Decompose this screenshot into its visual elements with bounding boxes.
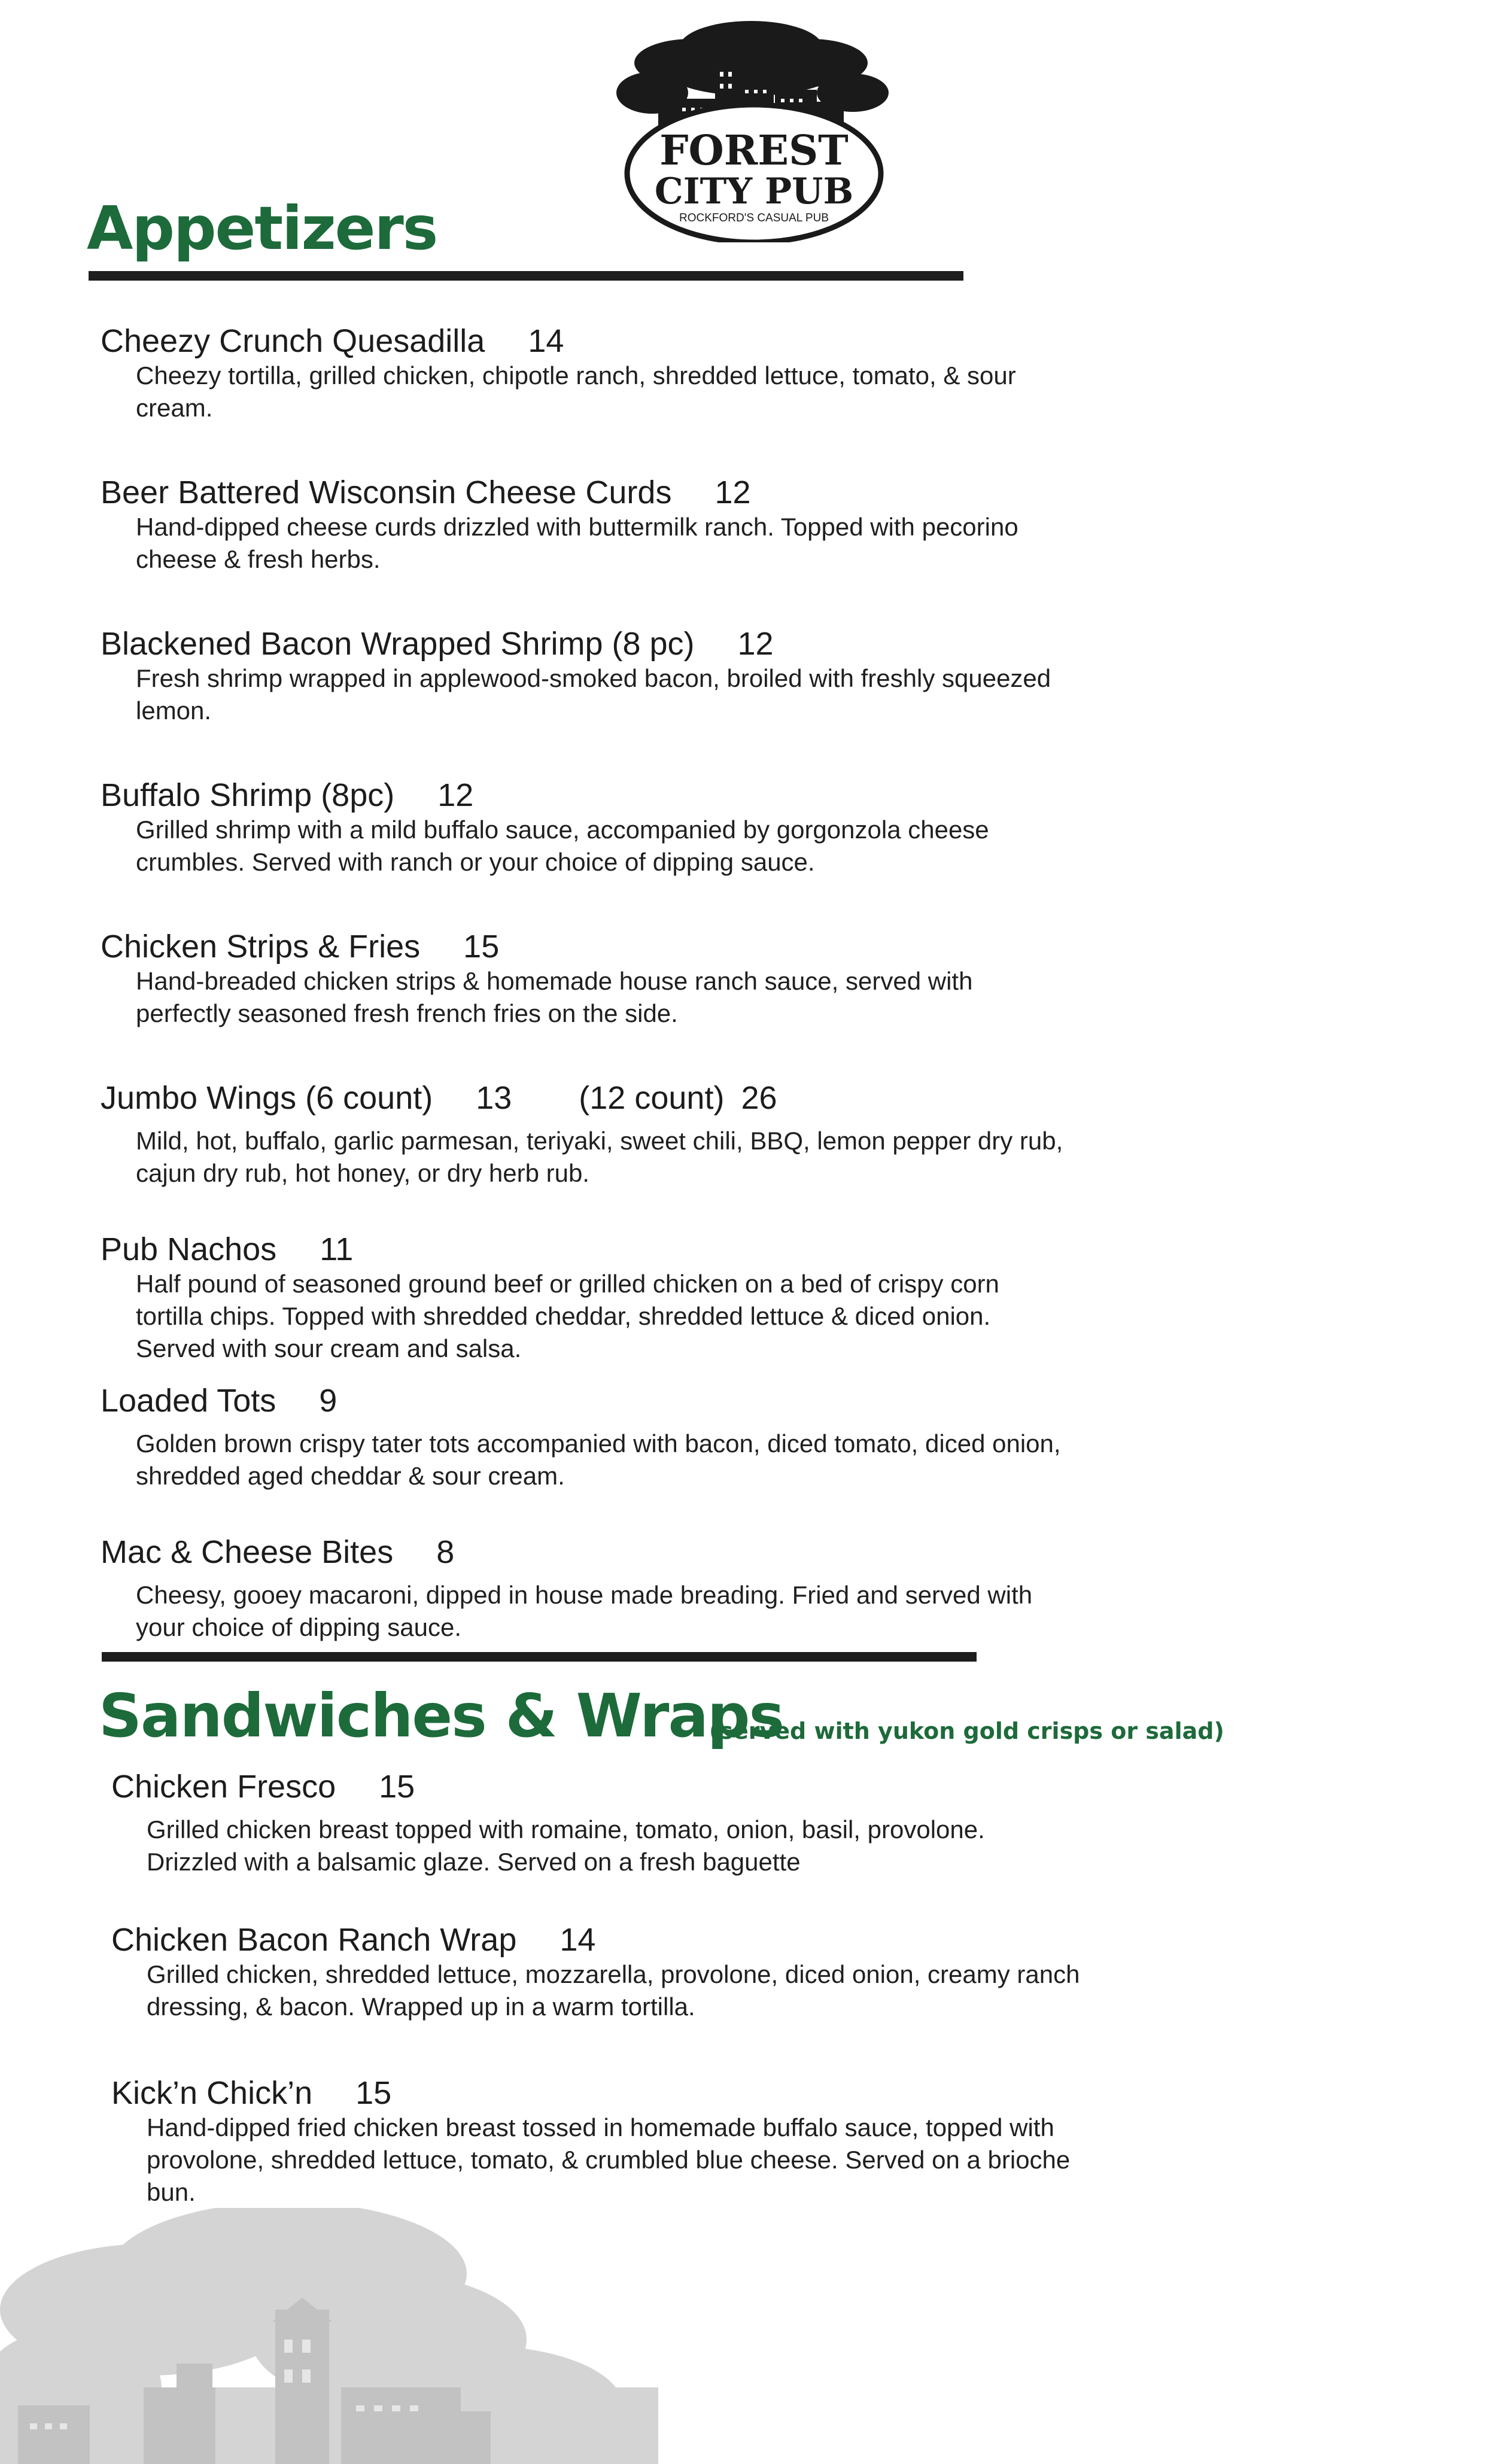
- item-description: Cheesy, gooey macaroni, dipped in house made breading. Fried and served with your choice of dipping sauce.: [136, 1581, 1033, 1641]
- item-name: Beer Battered Wisconsin Cheese Curds: [101, 474, 672, 510]
- item-heading: [101, 1078, 1058, 1118]
- item-heading: [111, 1920, 1069, 1960]
- item-description: Grilled shrimp with a mild buffalo sauce, accompanied by gorgonzola cheese crumbles. Served with ranch or your choice of dipping sauce.: [136, 816, 989, 876]
- section-divider: [89, 271, 963, 281]
- menu-item-loaded-tots: [101, 1381, 1061, 1492]
- item-description: Grilled chicken, shredded lettuce, mozzarella, provolone, diced onion, creamy ranch dressing, & bacon. Wrapped up in a warm tortilla.: [147, 1960, 1080, 2021]
- item-heading: [101, 321, 1058, 361]
- item-price: 15: [379, 1769, 415, 1805]
- item-heading: [101, 473, 1058, 512]
- item-description: Fresh shrimp wrapped in applewood-smoked bacon, broiled with freshly squeezed lemon.: [136, 664, 1051, 725]
- item-description: Hand-dipped fried chicken breast tossed in homemade buffalo sauce, topped with provolone, shredded lettuce, tomato, & crumbled blue cheese. Served on a brioche bun.: [147, 2113, 1071, 2206]
- menu-item-cheese-curds: [101, 473, 1058, 576]
- item-name: Loaded Tots: [101, 1383, 276, 1419]
- item-description: Half pound of seasoned ground beef or grilled chicken on a bed of crispy corn tortilla chips. Topped with shredded cheddar, shredded lettuce & diced onion. Served with sour cream and salsa.: [136, 1270, 999, 1362]
- item-price: 13: [476, 1080, 512, 1116]
- item-price: 11: [320, 1231, 354, 1267]
- section-divider: [102, 1652, 977, 1662]
- item-name: Chicken Fresco: [111, 1769, 336, 1805]
- menu-item-bacon-wrapped-shrimp: [101, 624, 1058, 727]
- item-name: Mac & Cheese Bites: [101, 1534, 394, 1570]
- forest-city-pub-logo: [601, 15, 901, 242]
- item-name: Chicken Strips & Fries: [101, 929, 421, 965]
- item-name: Blackened Bacon Wrapped Shrimp (8 pc): [101, 626, 695, 662]
- item-price-alt-label: (12 count): [579, 1080, 725, 1116]
- item-price: 15: [463, 929, 500, 965]
- item-heading: [101, 775, 1058, 815]
- menu-item-buffalo-shrimp: [101, 775, 1058, 878]
- item-heading: [101, 624, 1058, 664]
- item-heading: [101, 1532, 1058, 1572]
- item-description: Golden brown crispy tater tots accompanied with bacon, diced tomato, diced onion, shredded aged cheddar & sour cream.: [136, 1429, 1061, 1490]
- logo-line-2: CITY PUB: [654, 171, 854, 212]
- item-price: 12: [437, 777, 474, 813]
- item-description: Mild, hot, buffalo, garlic parmesan, teriyaki, sweet chili, BBQ, lemon pepper dry rub, cajun dry rub, hot honey, or dry herb rub.: [136, 1127, 1063, 1187]
- item-price: 14: [560, 1922, 596, 1958]
- item-price: 14: [528, 323, 564, 359]
- item-heading: [111, 2073, 1069, 2113]
- item-price-alt: 26: [741, 1080, 777, 1116]
- appetizers-title: Appetizers: [87, 193, 437, 263]
- item-heading: [101, 927, 1058, 966]
- menu-item-chicken-bacon-ranch-wrap: [111, 1920, 1080, 2023]
- city-skyline-trees-watermark: [0, 2208, 658, 2464]
- item-name: Pub Nachos: [101, 1231, 277, 1267]
- item-description: Hand-dipped cheese curds drizzled with buttermilk ranch. Topped with pecorino cheese & fresh herbs.: [136, 513, 1018, 573]
- item-price: 12: [714, 474, 751, 510]
- menu-item-jumbo-wings: [101, 1078, 1063, 1190]
- logo-tagline: ROCKFORD'S CASUAL PUB: [679, 212, 829, 224]
- item-heading: [111, 1767, 1069, 1806]
- item-name: Chicken Bacon Ranch Wrap: [111, 1922, 517, 1958]
- item-price: 9: [319, 1383, 337, 1419]
- item-description: Cheezy tortilla, grilled chicken, chipotle ranch, shredded lettuce, tomato, & sour cream.: [136, 361, 1016, 422]
- item-description: Grilled chicken breast topped with romaine, tomato, onion, basil, provolone. Drizzled with a balsamic glaze. Served on a fresh baguette: [147, 1815, 985, 1876]
- menu-item-kickn-chickn: [111, 2073, 1069, 2209]
- sandwiches-title: Sandwiches & Wraps: [99, 1681, 784, 1751]
- item-heading: [101, 1230, 1058, 1269]
- menu-item-chicken-strips: [101, 927, 1058, 1030]
- item-name: Buffalo Shrimp (8pc): [101, 777, 395, 813]
- menu-item-mac-cheese-bites: [101, 1532, 1058, 1644]
- menu-item-pub-nachos: [101, 1230, 1058, 1365]
- item-name: Kick’n Chick’n: [111, 2075, 313, 2111]
- menu-item-cheezy-crunch-quesadilla: [101, 321, 1058, 424]
- item-name: Jumbo Wings (6 count): [101, 1080, 433, 1116]
- item-heading: [101, 1381, 1058, 1420]
- item-price: 15: [355, 2075, 392, 2111]
- menu-item-chicken-fresco: [111, 1767, 1069, 1878]
- logo-line-1: FOREST: [659, 127, 849, 175]
- item-description: Hand-breaded chicken strips & homemade house ranch sauce, served with perfectly seasoned fresh french fries on the side.: [136, 967, 973, 1027]
- sandwiches-note: (served with yukon gold crisps or salad): [709, 1718, 1224, 1744]
- item-name: Cheezy Crunch Quesadilla: [101, 323, 485, 359]
- item-price: 8: [436, 1534, 455, 1570]
- item-price: 12: [737, 626, 774, 662]
